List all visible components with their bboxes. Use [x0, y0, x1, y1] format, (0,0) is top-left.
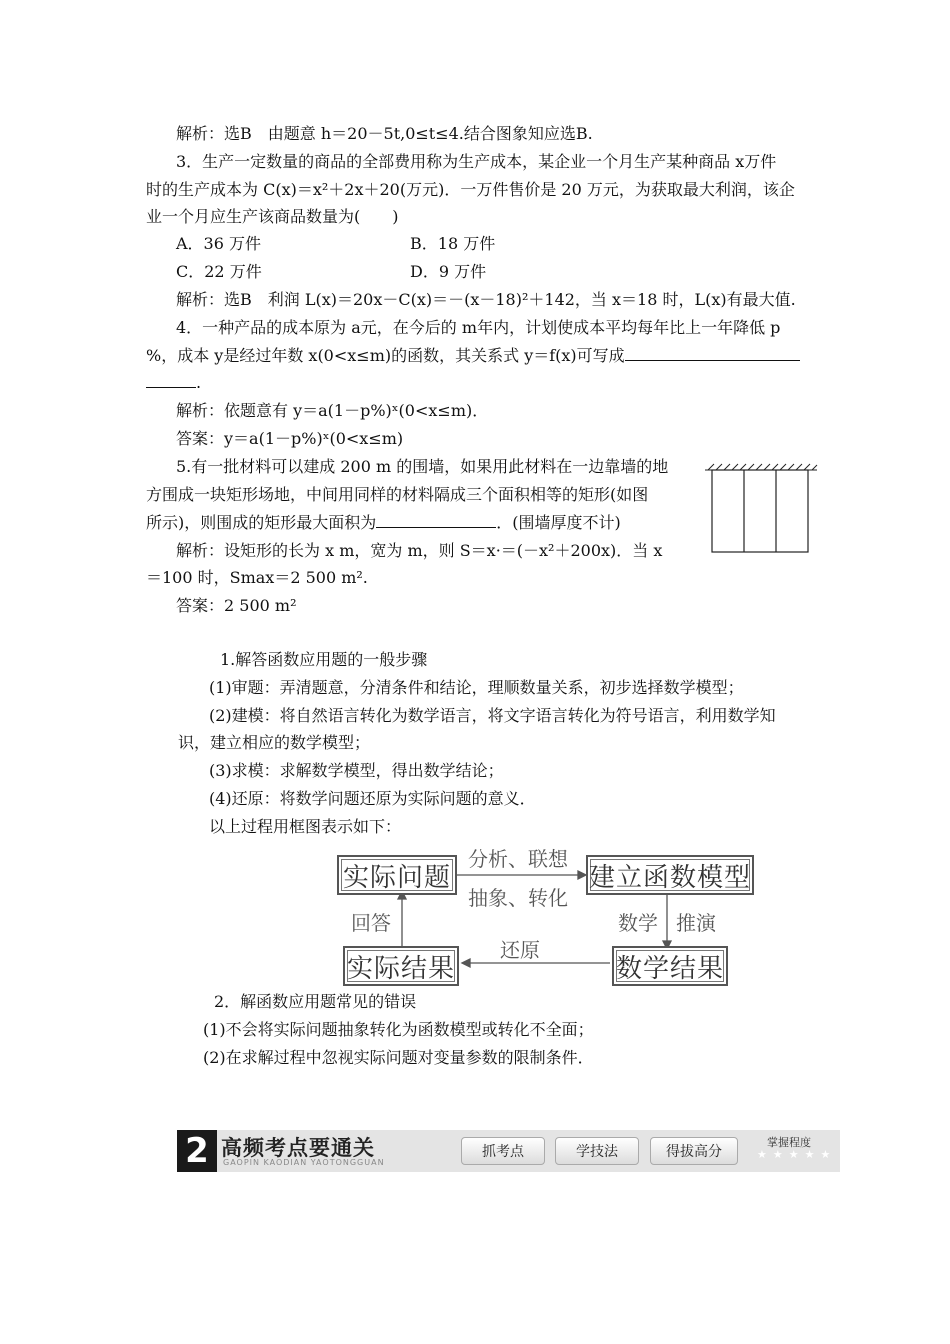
summary-heading-2: 2．解函数应用题常见的错误	[214, 992, 417, 1011]
summary-error-1: (1)不会将实际问题抽象转化为函数模型或转化不全面；	[203, 1020, 594, 1039]
summary-heading-1: 1.解答函数应用题的一般步骤	[220, 650, 428, 669]
grasp-points-button[interactable]: 抓考点	[461, 1137, 545, 1165]
banner-number: 2	[177, 1130, 217, 1172]
summary-error-2: (2)在求解过程中忽视实际问题对变量参数的限制条件．	[203, 1048, 594, 1067]
box-real-result: 实际结果	[343, 946, 459, 986]
banner-subtitle: GAOPIN KAODIAN YAOTONGGUAN	[223, 1158, 385, 1167]
summary-step-1: (1)审题：弄清题意，分清条件和结论，理顺数量关系，初步选择数学模型；	[209, 678, 744, 697]
q3-option-c: C．22 万件	[176, 262, 262, 281]
q5-analysis-line-2: ＝100 时，Smax＝2 500 m².	[146, 568, 368, 587]
banner-title: 高频考点要通关	[221, 1136, 375, 1160]
label-restore: 还原	[500, 938, 540, 962]
box-function-model: 建立函数模型	[586, 855, 754, 895]
arrowhead-to-model	[578, 871, 586, 879]
summary-step-2b: 识，建立相应的数学模型；	[178, 733, 371, 752]
summary-step-4: (4)还原：将数学问题还原为实际问题的意义．	[209, 789, 536, 808]
arrowhead-to-real-result	[462, 959, 470, 967]
q5-answer: 答案：2 500 m²	[176, 596, 297, 615]
q4-stem-text: %，成本 y是经过年数 x(0<x≤m)的函数，其关系式 y＝f(x)可写成	[146, 346, 625, 365]
q3-option-d: D．9 万件	[410, 262, 487, 281]
q5-stem-line-1: 5.有一批材料可以建成 200 m 的围墙，如果用此材料在一边靠墙的地	[176, 457, 669, 476]
summary-step-3: (3)求模：求解数学模型，得出数学结论；	[209, 761, 504, 780]
label-answer: 回答	[351, 911, 391, 935]
label-derive: 推演	[676, 911, 716, 935]
q5-stem-line-2: 方围成一块矩形场地，中间用同样的材料隔成三个面积相等的矩形(如图	[146, 485, 649, 504]
label-math: 数学	[618, 911, 658, 935]
q3-stem-line-1: 3．生产一定数量的商品的全部费用称为生产成本，某企业一个月生产某种商品 x万件	[176, 152, 777, 171]
mastery-rating[interactable]	[749, 1130, 840, 1172]
wall-rectangle-figure	[704, 462, 818, 554]
section-banner	[177, 1130, 840, 1172]
summary-step-2a: (2)建模：将自然语言转化为数学语言，将文字语言转化为符号语言，利用数学知	[209, 706, 776, 725]
high-score-button[interactable]: 得拔高分	[650, 1137, 738, 1165]
q4-analysis: 解析：依题意有 y＝a(1－p%)ˣ(0<x≤m)．	[176, 401, 489, 420]
q4-blank-2[interactable]	[146, 373, 196, 388]
fence-rectangles	[712, 470, 808, 552]
q4-stem-line-3	[146, 373, 201, 393]
flow-intro: 以上过程用框图表示如下：	[209, 817, 402, 836]
q4-stem-line-2	[146, 346, 800, 366]
q3-answer: 解析：选B 利润 L(x)＝20x－C(x)＝－(x－18)²＋142，当 x＝18 时，L(x)有最大值.	[176, 290, 796, 309]
q4-blank-1[interactable]	[625, 346, 800, 361]
wall-hatching	[705, 464, 817, 470]
q4-answer: 答案：y＝a(1－p%)ˣ(0<x≤m)	[176, 429, 404, 448]
q5-stem-text: 所示)，则围成的矩形最大面积为	[146, 513, 377, 532]
q5-analysis-line-1: 解析：设矩形的长为 x m，宽为 m，则 S＝x·＝(－x²＋200x)．当 x	[176, 541, 663, 560]
q3-stem-line-3: 业一个月应生产该商品数量为( )	[146, 207, 399, 226]
q3-stem-line-2: 时的生产成本为 C(x)＝x²＋2x＋20(万元)．一万件售价是 20 万元，为获取最大利润，该企	[146, 180, 795, 199]
star-rating-icon[interactable]: ★★★★★	[757, 1148, 837, 1161]
q5-blank[interactable]	[376, 513, 496, 528]
q5-stem-line-3	[146, 513, 621, 533]
learn-methods-button[interactable]: 学技法	[555, 1137, 639, 1165]
label-analyze: 分析、联想	[468, 847, 568, 871]
q3-option-a: A．36 万件	[176, 234, 262, 253]
label-abstract: 抽象、转化	[468, 886, 568, 910]
q4-stem-line-1: 4．一种产品的成本原为 a元，在今后的 m年内，计划使成本平均每年比上一年降低 p	[176, 318, 781, 337]
box-real-problem: 实际问题	[337, 855, 457, 895]
box-math-result: 数学结果	[612, 946, 728, 986]
q2-answer: 解析：选B 由题意 h＝20－5t,0≤t≤4.结合图象知应选B.	[176, 124, 593, 143]
q5-stem-end: ．(围墙厚度不计)	[496, 513, 621, 532]
q4-stem-end: .	[196, 373, 202, 392]
mastery-label: 掌握程度	[767, 1136, 811, 1149]
q3-option-b: B．18 万件	[410, 234, 496, 253]
